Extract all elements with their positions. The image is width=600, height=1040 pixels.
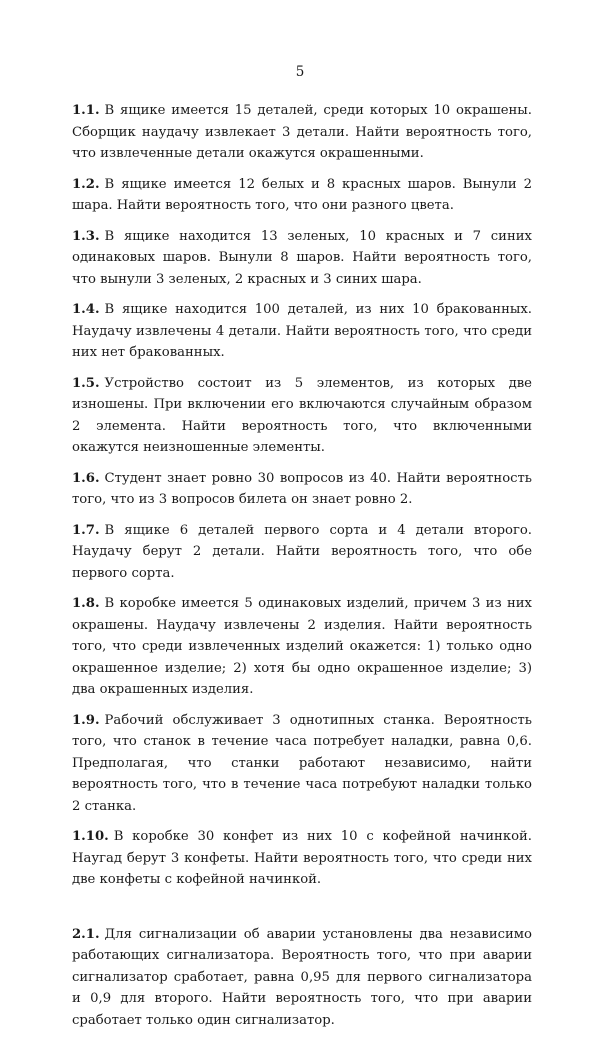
problem-1-2 [72,174,532,217]
problem-1-4 [72,299,532,364]
problem-number: 1.2. [72,176,100,192]
problem-number: 2.1. [72,926,100,942]
problem-number: 1.9. [72,712,100,728]
problem-1-10 [72,826,532,891]
problem-text: В коробке имеется 5 одинаковых изделий, причем 3 из них окрашены. Наудачу извлечены 2 изделия. Найти вероятность того, что среди извлеченных изделий окажется: 1) только одно окрашенное изделие; 2) хотя бы одно окрашенное изделие; 3) два окрашенных изделия. [72,596,532,697]
problem-number: 1.5. [72,375,100,391]
problem-text: В ящике имеется 15 деталей, среди которых 10 окрашены. Сборщик наудачу извлекает 3 детали. Найти вероятность того, что извлеченные детали окажутся окрашенными. [72,103,532,161]
problem-2-1 [72,924,532,1032]
problem-text: Студент знает ровно 30 вопросов из 40. Найти вероятность того, что из 3 вопросов билета он знает ровно 2. [72,470,532,507]
page-number: 5 [295,64,305,80]
problem-text: Для сигнализации об аварии установлены два независимо работающих сигнализатора. Вероятность того, что при аварии сигнализатор сработает, равна 0,95 для первого сигнализатора и 0,9 для второго. Найти вероятность того, что при аварии сработает только один сигнализатор. [72,926,532,1028]
problem-text: В ящике находится 13 зеленых, 10 красных и 7 синих одинаковых шаров. Вынули 8 шаров. Найти вероятность того, что вынули 3 зеленых, 2 красных и 3 синих шара. [72,228,532,287]
problem-number: 1.6. [72,470,100,486]
problem-number: 1.7. [72,522,100,538]
problem-text: В ящике имеется 12 белых и 8 красных шаров. Вынули 2 шара. Найти вероятность того, что они разного цвета. [72,176,532,213]
problem-text: Рабочий обслуживает 3 однотипных станка. Вероятность того, что станок в течение часа потребует наладки, равна 0,6. Предполагая, что станки работают независимо, найти вероятность того, что в течение часа потребуют наладки только 2 станка. [72,712,532,814]
problem-number: 1.8. [72,596,100,611]
problem-text: В коробке 30 конфет из них 10 с кофейной начинкой. Наугад берут 3 конфеты. Найти вероятность того, что среди них две конфеты с кофейной начинкой. [72,829,532,887]
problem-number: 1.3. [72,228,100,244]
problem-text: Устройство состоит из 5 элементов, из которых две изношены. При включении его включаются случайным образом 2 элемента. Найти вероятность того, что включенными окажутся неизношенные элементы. [72,375,532,455]
problem-text: В ящике 6 деталей первого сорта и 4 детали второго. Наудачу берут 2 детали. Найти вероятность того, что обе первого сорта. [72,522,532,581]
problem-number: 1.1. [72,103,100,118]
problem-1-7 [72,520,532,585]
problem-1-3 [72,226,532,291]
section-divider [72,900,532,924]
problem-1-9 [72,710,532,818]
problem-number: 1.10. [72,829,109,844]
problem-1-5 [72,373,532,459]
problem-1-1 [72,100,532,165]
problem-text: В ящике находится 100 деталей, из них 10 бракованных. Наудачу извлечены 4 детали. Найти вероятность того, что среди них нет бракованных. [72,302,532,360]
problem-1-8 [72,593,532,701]
problem-number: 1.4. [72,302,100,317]
problem-1-6 [72,468,532,511]
page-content [72,100,532,1040]
